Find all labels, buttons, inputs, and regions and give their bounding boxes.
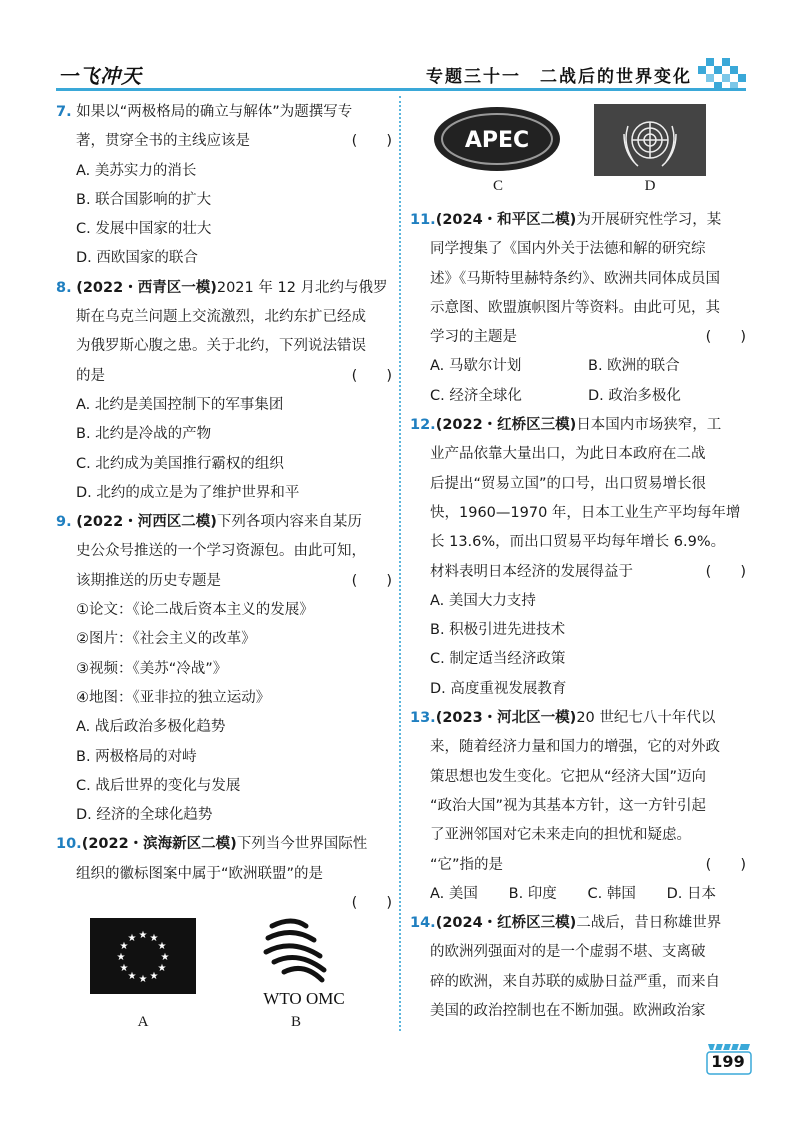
- option: D. 北约的成立是为了维护世界和平: [76, 484, 300, 501]
- resource-item: ④地图：《亚非拉的独立运动》: [76, 689, 271, 706]
- option: A. 美国: [430, 885, 478, 902]
- svg-text:★: ★: [116, 952, 126, 963]
- question-10: [56, 830, 392, 918]
- question-number: 7.: [56, 104, 72, 120]
- svg-text:★: ★: [119, 963, 129, 974]
- logo-a-caption: A: [137, 1014, 149, 1030]
- svg-text:★: ★: [119, 941, 129, 952]
- question-text: 如果以“两极格局的确立与解体”为题撰写专: [76, 104, 353, 120]
- un-logo: [594, 104, 706, 176]
- svg-text:★: ★: [149, 971, 159, 982]
- question-text: 为俄罗斯心腹之患。关于北约，下列说法错误: [76, 338, 366, 355]
- question-number: 10.: [56, 836, 82, 853]
- question-text: 著，贯穿全书的主线应该是: [76, 133, 250, 150]
- option: B. 两极格局的对峙: [76, 748, 197, 765]
- svg-text:★: ★: [157, 963, 167, 974]
- column-divider: [399, 96, 401, 1031]
- question-source: (2022・西青区一模): [76, 279, 217, 296]
- question-text: 下列当今世界国际性: [236, 836, 368, 853]
- question-text: 的欧洲列强面对的是一个虚弱不堪、支离破: [430, 944, 706, 961]
- option: C. 韩国: [587, 885, 636, 902]
- question-11: [410, 206, 746, 411]
- option: D. 西欧国家的联合: [76, 250, 198, 267]
- question-text: 长 13.6%，而出口贸易平均每年增长 6.9%。: [430, 534, 726, 551]
- apec-text: APEC: [464, 128, 530, 153]
- option: A. 美国大力支持: [430, 592, 536, 609]
- question-text: 碎的欧洲，来自苏联的威胁日益严重，而来自: [430, 973, 720, 990]
- wto-text: WTO OMC: [263, 989, 345, 1008]
- answer-bracket: ( ): [351, 895, 392, 912]
- question-text: 材料表明日本经济的发展得益于: [430, 563, 633, 580]
- answer-bracket: ( ): [705, 856, 746, 873]
- eu-flag-logo: [90, 918, 196, 994]
- question-text: 后提出“贸易立国”的口号，出口贸易增长很: [430, 475, 707, 492]
- question-text: 的是: [76, 367, 105, 384]
- page-header: [0, 0, 800, 100]
- question-text: 史公众号推送的一个学习资源包。由此可知，: [76, 543, 366, 560]
- question-source: (2024・红桥区三模): [435, 915, 577, 932]
- answer-bracket: ( ): [351, 367, 392, 384]
- option: A. 战后政治多极化趋势: [76, 719, 226, 736]
- question-8: [56, 274, 392, 508]
- option: C. 制定适当经济政策: [430, 651, 566, 668]
- svg-text:★: ★: [149, 933, 159, 944]
- question-number: 14.: [410, 915, 436, 932]
- wto-logo: [244, 912, 364, 1012]
- option: A. 美苏实力的消长: [76, 162, 197, 179]
- question-13: [410, 704, 746, 909]
- resource-item: ①论文：《论二战后资本主义的发展》: [76, 602, 314, 619]
- question-text: 示意图、欧盟旗帜图片等资料。由此可见，其: [430, 299, 720, 316]
- question-number: 13.: [410, 710, 436, 727]
- svg-text:★: ★: [157, 941, 167, 952]
- question-text: 2021 年 12 月北约与俄罗: [216, 279, 388, 296]
- question-text: 日本国内市场狭窄，工: [576, 417, 722, 434]
- question-text: 同学搜集了《国内外关于法德和解的研究综: [430, 241, 706, 258]
- option: C. 战后世界的变化与发展: [76, 777, 241, 794]
- question-text: 该期推送的历史专题是: [76, 572, 221, 589]
- checker-decoration: [698, 56, 746, 90]
- page-number: 199: [711, 1052, 745, 1071]
- option: D. 高度重视发展教育: [430, 680, 567, 697]
- resource-item: ③视频：《美苏“冷战”》: [76, 660, 228, 677]
- option: D. 经济的全球化趋势: [76, 807, 213, 824]
- question-number: 12.: [410, 417, 436, 434]
- left-column: [56, 98, 392, 918]
- question-text: 策思想也发生变化。它把从“经济大国”迈向: [430, 768, 707, 785]
- question-text: 组织的徽标图案中属于“欧洲联盟”的是: [76, 865, 324, 882]
- question-source: (2022・河西区二模): [76, 514, 217, 531]
- option: D. 政治多极化: [588, 387, 681, 404]
- option: B. 欧洲的联合: [588, 358, 680, 375]
- question-9: [56, 508, 392, 830]
- answer-bracket: ( ): [351, 133, 392, 150]
- option: B. 北约是冷战的产物: [76, 426, 212, 443]
- option: B. 联合国影响的扩大: [76, 191, 212, 208]
- question-text: 来，随着经济力量和国力的增强，它的对外政: [430, 739, 720, 756]
- question-number: 11.: [410, 212, 436, 228]
- question-text: 20 世纪七八十年代以: [576, 710, 716, 727]
- logo-d-caption: D: [644, 178, 656, 194]
- right-column: [410, 206, 746, 1026]
- header-rule: [56, 88, 746, 91]
- option: C. 经济全球化: [430, 387, 522, 404]
- logo-c-caption: C: [492, 178, 503, 194]
- question-text: 学习的主题是: [430, 329, 517, 346]
- option: A. 马歇尔计划: [430, 358, 522, 375]
- question-text: 二战后，昔日称雄世界: [576, 915, 722, 932]
- question-source: (2022・滨海新区二模): [81, 836, 237, 853]
- answer-bracket: ( ): [705, 563, 746, 580]
- chapter-title: 专题三十一 二战后的世界变化: [426, 67, 692, 87]
- resource-item: ②图片：《社会主义的改革》: [76, 631, 256, 648]
- option: B. 积极引进先进技术: [430, 622, 566, 639]
- question-source: (2022・红桥区三模): [435, 417, 577, 434]
- option: C. 北约成为美国推行霸权的组织: [76, 455, 284, 472]
- option: B. 印度: [508, 885, 557, 902]
- question-text: 业产品依靠大量出口，为此日本政府在二战: [430, 446, 706, 463]
- question-14: [410, 909, 746, 1026]
- question-12: [410, 411, 746, 704]
- option: D. 日本: [666, 885, 716, 902]
- svg-text:★: ★: [138, 930, 148, 941]
- question-source: (2024・和平区二模): [435, 212, 577, 228]
- svg-text:★: ★: [127, 933, 137, 944]
- question-text: 为开展研究性学习，某: [576, 212, 722, 228]
- answer-bracket: ( ): [705, 329, 746, 346]
- question-text: 快，1960—1970 年，日本工业生产平均每年增: [430, 504, 741, 521]
- question-text: “它”指的是: [430, 856, 504, 873]
- question-text: 下列各项内容来自某历: [216, 514, 362, 531]
- svg-text:★: ★: [127, 971, 137, 982]
- question-text: 述》《马斯特里赫特条约》、欧洲共同体成员国: [430, 270, 720, 287]
- option: A. 北约是美国控制下的军事集团: [76, 396, 284, 413]
- svg-text:★: ★: [138, 974, 148, 985]
- question-text: 斯在乌克兰问题上交流激烈，北约东扩已经成: [76, 309, 366, 326]
- question-text: “政治大国”视为其基本方针，这一方针引起: [430, 797, 707, 814]
- question-7: [56, 98, 392, 274]
- question-source: (2023・河北区一模): [435, 710, 577, 727]
- question-number: 8.: [56, 279, 72, 296]
- question-number: 9.: [56, 514, 72, 531]
- brand-title: 一飞冲天: [58, 64, 142, 88]
- question-text: 美国的政治控制也在不断加强。欧洲政治家: [430, 1003, 706, 1020]
- answer-bracket: ( ): [351, 572, 392, 589]
- logo-b-caption: B: [290, 1014, 301, 1030]
- svg-text:★: ★: [160, 952, 170, 963]
- apec-logo: [432, 104, 562, 174]
- question-text: 了亚洲邻国对它未来走向的担忧和疑虑。: [430, 827, 691, 844]
- option: C. 发展中国家的壮大: [76, 221, 212, 238]
